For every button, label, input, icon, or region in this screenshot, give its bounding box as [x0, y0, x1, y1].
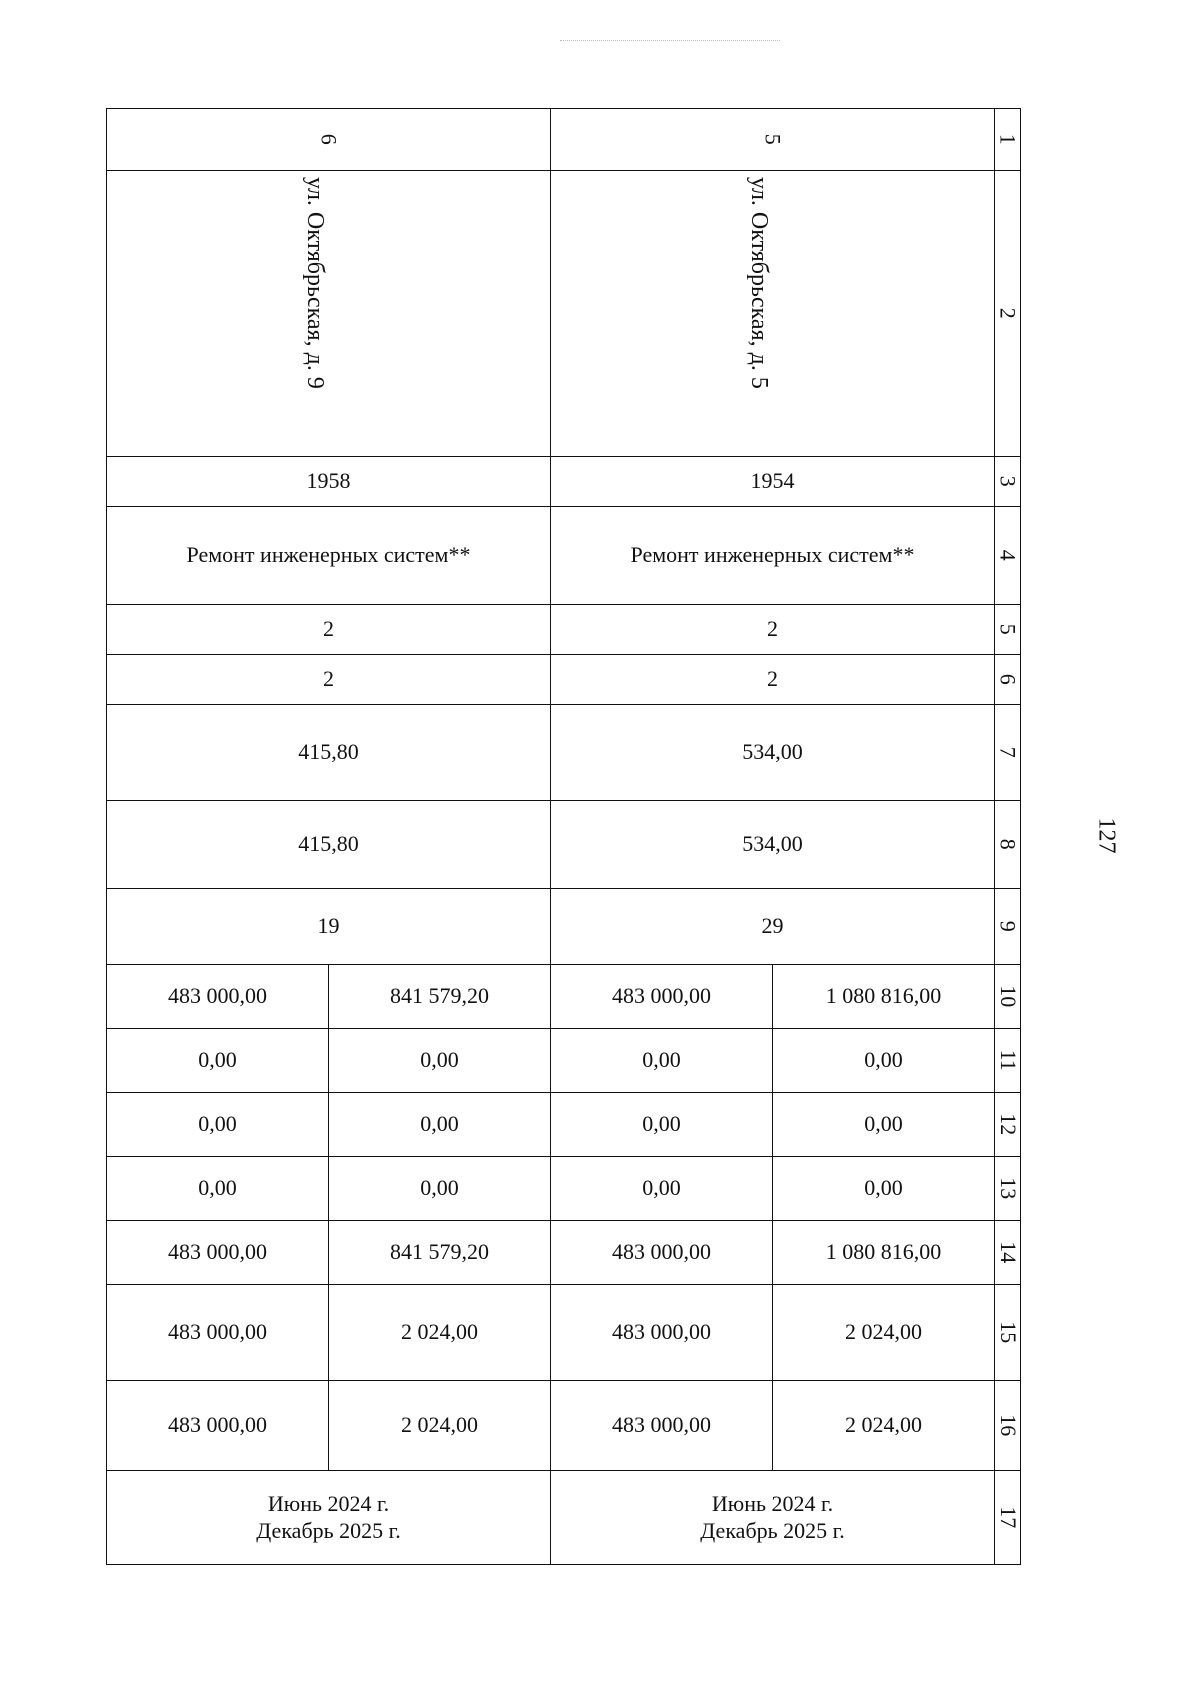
table-row: [107, 109, 1021, 171]
column-number: 8: [995, 801, 1021, 889]
left-address-cell: ул. Октябрьская, д. 9: [107, 171, 551, 457]
right-index-cell: 5: [551, 109, 995, 171]
table-row: [107, 801, 1021, 889]
left-c5: 2: [107, 605, 551, 655]
column-number: 15: [995, 1285, 1021, 1381]
right-work-type: Ремонт инженерных систем**: [551, 507, 995, 605]
scan-noise: [560, 40, 780, 43]
column-number: 4: [995, 507, 1021, 605]
table-row: [107, 1221, 1021, 1285]
left-c17-line2: Декабрь 2025 г.: [256, 1517, 401, 1543]
right-c15-b: 2 024,00: [773, 1285, 995, 1381]
table-row: [107, 171, 1021, 457]
table-row: [107, 655, 1021, 705]
column-number: 10: [995, 965, 1021, 1029]
left-c11-b: 0,00: [329, 1029, 551, 1093]
column-number: 1: [995, 109, 1021, 171]
right-c17: [551, 1471, 995, 1565]
right-c14-b: 1 080 816,00: [773, 1221, 995, 1285]
left-c12-b: 0,00: [329, 1093, 551, 1157]
left-c13-a: 0,00: [107, 1157, 329, 1221]
column-number: 11: [995, 1029, 1021, 1093]
left-c13-b: 0,00: [329, 1157, 551, 1221]
left-c12-a: 0,00: [107, 1093, 329, 1157]
table-row: [107, 605, 1021, 655]
page-number: 127: [1093, 817, 1120, 854]
table-row: [107, 889, 1021, 965]
column-number: 17: [995, 1471, 1021, 1565]
right-c11-a: 0,00: [551, 1029, 773, 1093]
left-c7: 415,80: [107, 705, 551, 801]
right-c13-b: 0,00: [773, 1157, 995, 1221]
left-index-cell: 6: [107, 109, 551, 171]
right-c8: 534,00: [551, 801, 995, 889]
table-row: [107, 965, 1021, 1029]
table-row: [107, 1157, 1021, 1221]
right-c10-a: 483 000,00: [551, 965, 773, 1029]
column-number: 13: [995, 1157, 1021, 1221]
left-c14-b: 841 579,20: [329, 1221, 551, 1285]
right-c16-a: 483 000,00: [551, 1381, 773, 1471]
left-c6: 2: [107, 655, 551, 705]
right-c15-a: 483 000,00: [551, 1285, 773, 1381]
left-c16-a: 483 000,00: [107, 1381, 329, 1471]
column-number: 3: [995, 457, 1021, 507]
column-number: 9: [995, 889, 1021, 965]
left-c10-b: 841 579,20: [329, 965, 551, 1029]
right-c7: 534,00: [551, 705, 995, 801]
right-c5: 2: [551, 605, 995, 655]
right-year: 1954: [551, 457, 995, 507]
table-row: [107, 1029, 1021, 1093]
column-number: 12: [995, 1093, 1021, 1157]
right-c9: 29: [551, 889, 995, 965]
column-number: 7: [995, 705, 1021, 801]
right-c13-a: 0,00: [551, 1157, 773, 1221]
table-row: [107, 705, 1021, 801]
right-c12-a: 0,00: [551, 1093, 773, 1157]
left-c17-line1: Июнь 2024 г.: [267, 1491, 390, 1517]
left-year: 1958: [107, 457, 551, 507]
right-c11-b: 0,00: [773, 1029, 995, 1093]
table-row: [107, 1381, 1021, 1471]
table-row: [107, 1471, 1021, 1565]
column-number: 14: [995, 1221, 1021, 1285]
column-number: 16: [995, 1381, 1021, 1471]
table-row: [107, 1093, 1021, 1157]
left-c10-a: 483 000,00: [107, 965, 329, 1029]
table-row: [107, 457, 1021, 507]
column-number: 5: [995, 605, 1021, 655]
right-c10-b: 1 080 816,00: [773, 965, 995, 1029]
left-c14-a: 483 000,00: [107, 1221, 329, 1285]
table-row: [107, 507, 1021, 605]
column-number: 6: [995, 655, 1021, 705]
left-c15-b: 2 024,00: [329, 1285, 551, 1381]
right-c17-line1: Июнь 2024 г.: [711, 1491, 834, 1517]
column-number: 2: [995, 171, 1021, 457]
rotated-table: [106, 108, 1021, 1565]
left-c9: 19: [107, 889, 551, 965]
left-c17: [107, 1471, 551, 1565]
left-c8: 415,80: [107, 801, 551, 889]
right-c12-b: 0,00: [773, 1093, 995, 1157]
left-c15-a: 483 000,00: [107, 1285, 329, 1381]
left-c11-a: 0,00: [107, 1029, 329, 1093]
right-c17-line2: Декабрь 2025 г.: [700, 1517, 845, 1543]
right-c16-b: 2 024,00: [773, 1381, 995, 1471]
left-c16-b: 2 024,00: [329, 1381, 551, 1471]
right-c6: 2: [551, 655, 995, 705]
table-row: [107, 1285, 1021, 1381]
right-c14-a: 483 000,00: [551, 1221, 773, 1285]
right-address-cell: ул. Октябрьская, д. 5: [551, 171, 995, 457]
left-work-type: Ремонт инженерных систем**: [107, 507, 551, 605]
